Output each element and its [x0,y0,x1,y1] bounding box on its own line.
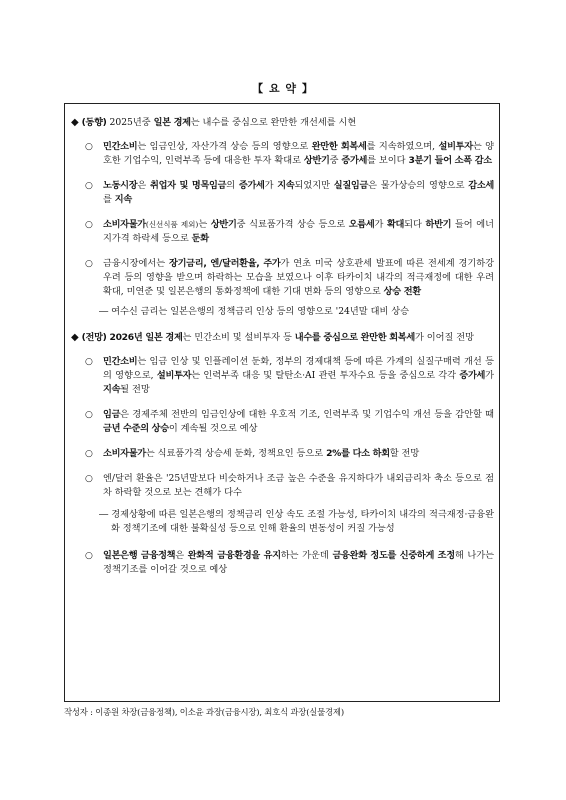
note: (신선식품 제외) [145,220,199,229]
highlight: 설비투자 [438,141,473,152]
text: 여수신 금리는 일본은행의 정책금리 인상 등의 영향으로 '24년말 대비 상승 [111,306,409,317]
circle-bullet-icon: ○ [85,474,93,484]
text: 은 경제주체 전반의 임금인상에 대한 우호적 기조, 인력부족 및 기업수익 개선 등을 감안할 때 [120,409,494,420]
highlight: 지속 [277,180,295,191]
text: 경제상황에 따른 일본은행의 정책금리 인상 속도 조절 가능성, 타카이치 내각의 적극재정·금융완화 정책기조에 대한 불확실성 등으로 인해 환율의 변동성이 커질 가능성 [111,509,494,534]
circle-bullet-icon: ○ [85,142,93,152]
summary-box [64,103,500,702]
bullet-outlook-prices [71,447,494,461]
text: 는 민간소비 및 설비투자 등 [182,332,295,343]
text: 를 보이다 [367,155,409,166]
highlight: 민간소비 [103,141,138,152]
highlight: 일본은행 금융정책 [103,550,176,561]
highlight: 취업자 및 명목임금 [150,180,227,191]
bullet-outlook-consumption [71,355,494,397]
highlight: 노동시장 [103,180,138,191]
text: 는 내수를 중심으로 완만한 개선세를 시현 [190,117,357,128]
highlight: 2%를 다소 하회 [326,448,390,459]
highlight: 금융완화 정도를 신중하게 조정 [332,550,455,561]
text: 2025년중 [106,117,154,128]
diamond-marker-icon: ◆ [71,117,79,128]
highlight: 상승 전환 [383,286,421,297]
text: 는 식료품가격 상승세 둔화, 정책요인 등으로 [145,448,327,459]
text: 를 [103,194,115,205]
summary-content [71,115,494,577]
text: 해 나가는 정책기조를 이어갈 것으로 예상 [103,550,494,575]
bullet-labor-market [71,179,494,207]
text: 는 양호한 기업수익, 인력부족 등에 대응한 투자 확대로 [103,141,495,166]
circle-bullet-icon: ○ [85,357,93,367]
text: 가 이어질 전망 [414,332,475,343]
bullet-outlook-exchange-rate [71,472,494,500]
circle-bullet-icon: ○ [85,449,93,459]
highlight: 실질임금 [333,180,369,191]
highlight: 오름세 [348,219,375,230]
text: 는 임금인상, 자산가격 상승 등의 영향으로 [137,141,312,152]
text: 되다 [404,219,426,230]
bullet-financial-markets [71,257,494,299]
highlight: 2026년 일본 경제 [109,332,183,343]
highlight: 소비자물가 [103,448,146,459]
highlight: 감소세 [468,180,494,191]
highlight: 지속 [114,194,132,205]
bullet-outlook-monetary-policy [71,549,494,577]
diamond-marker-icon: ◆ [71,332,79,343]
text: 금융시장에서는 [103,258,170,269]
text: 는 [198,219,211,230]
highlight: 소비자물가 [103,219,146,230]
circle-bullet-icon: ○ [85,259,93,269]
dash-deposit-lending-rates [71,305,494,319]
highlight: 금년 수준의 상승 [103,423,169,434]
highlight: 상반기 [303,155,330,166]
text: 중 [329,155,342,166]
text: 이 계속될 것으로 예상 [168,423,258,434]
text: 될 전망 [120,384,150,395]
circle-bullet-icon: ○ [85,181,93,191]
section-outlook-head: (전망) [81,332,107,343]
text: 가 [374,219,387,230]
highlight: 증가세 [238,180,265,191]
highlight: 완만한 회복세 [311,141,367,152]
highlight: 내수를 중심으로 완만한 회복세 [294,332,415,343]
highlight: 설비투자 [156,370,192,381]
highlight: 완화적 금융환경을 유지 [187,550,281,561]
text: 가 [264,180,278,191]
text: 중 식료품가격 상승 등으로 [236,219,349,230]
summary-title: 【 요 약 】 [252,82,314,95]
highlight: 3분기 들어 소폭 감소 [408,155,492,166]
highlight: 장기금리, 엔/달러환율, 주가 [169,258,281,269]
text: 하는 가운데 [280,550,333,561]
bullet-outlook-wages [71,408,494,436]
section-trend-head: (동향) [81,117,107,128]
text: 를 지속하였으며, [366,141,439,152]
dash-marker-icon: ― [99,306,109,317]
highlight: 둔화 [191,233,209,244]
text: 는 임금 인상 및 인플레이션 둔화, 정부의 경제대책 등에 따른 가계의 실질구매력 개선 등의 영향으로, [103,356,494,381]
text: 은 [175,550,188,561]
text: 은 물가상승의 영향으로 [368,180,469,191]
highlight: 하반기 [425,219,452,230]
highlight: 확대 [386,219,405,230]
highlight: 상반기 [210,219,237,230]
highlight: 임금 [103,409,121,420]
text: 되었지만 [294,180,334,191]
highlight: 지속 [103,384,121,395]
section-outlook [71,330,494,345]
circle-bullet-icon: ○ [85,220,93,230]
section-trend [71,115,494,130]
highlight: 증가세 [341,155,368,166]
text: 들어 에너지가격 하락세 등으로 [103,219,495,244]
circle-bullet-icon: ○ [85,410,93,420]
dash-marker-icon: ― [99,509,109,520]
text: 엔/달러 환율은 '25년말보다 비슷하거나 조금 높은 수준을 유지하다가 내외금리차 축소 등으로 점차 하락할 것으로 보는 견해가 다수 [103,473,494,498]
highlight: 증가세 [459,370,486,381]
text: 가 연초 미국 상호관세 발표에 따른 전세계 경기하강 우려 등의 영향을 받으며 하락하는 모습을 보였으나 이후 타카이치 내각의 적극재정에 대한 우려 확대, 미연준 및 일본은행의 통화정책에 대한 기대 변화 등의 영향으로 [103,258,495,297]
bullet-private-consumption [71,140,494,168]
text: 은 [137,180,150,191]
text: 의 [226,180,239,191]
text: 는 인력부족 대응 및 탈탄소·AI 관련 투자수요 등을 중심으로 각각 [191,370,460,381]
text: 할 전망 [389,448,420,459]
highlight: 민간소비 [103,356,138,367]
circle-bullet-icon: ○ [85,551,93,561]
highlight: 일본 경제 [153,117,191,128]
dash-exchange-rate-volatility [71,508,494,536]
text: 가 [485,370,494,381]
author-footer: 작성자 : 이종원 차장(금융정책), 이소윤 과장(금융시장), 최호식 과장(실물경제) [64,707,344,717]
bullet-consumer-prices [71,218,494,246]
